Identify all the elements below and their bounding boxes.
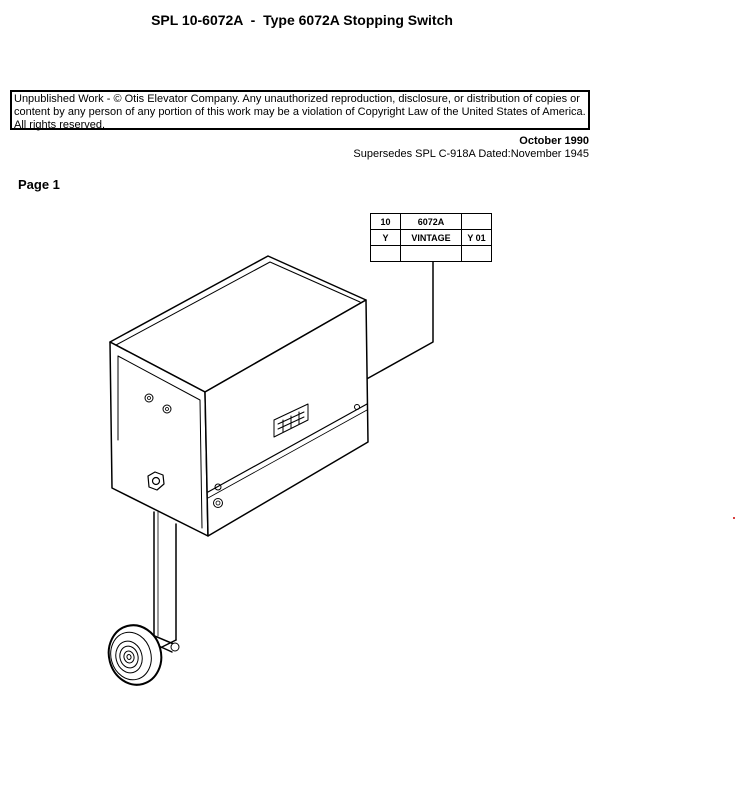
revision-date: October 1990	[519, 135, 589, 147]
table-cell: Y	[371, 230, 401, 246]
page-label: Page 1	[18, 177, 60, 192]
supersedes-note: Supersedes SPL C-918A Dated:November 1945	[353, 148, 589, 160]
lever-arm	[150, 512, 179, 652]
copyright-notice: Unpublished Work - © Otis Elevator Company. Any unauthorized reproduction, disclosure, or distribution of copies or content by any person of any portion of this work may be a violation of Copyright Law of the United States of America. All rights reserved.	[10, 90, 590, 130]
table-cell: 10	[371, 214, 401, 230]
table-cell: 6072A	[401, 214, 462, 230]
document-title: SPL 10-6072A - Type 6072A Stopping Switch	[151, 12, 453, 28]
table-cell: Y 01	[462, 230, 492, 246]
table-cell: VINTAGE	[401, 230, 462, 246]
